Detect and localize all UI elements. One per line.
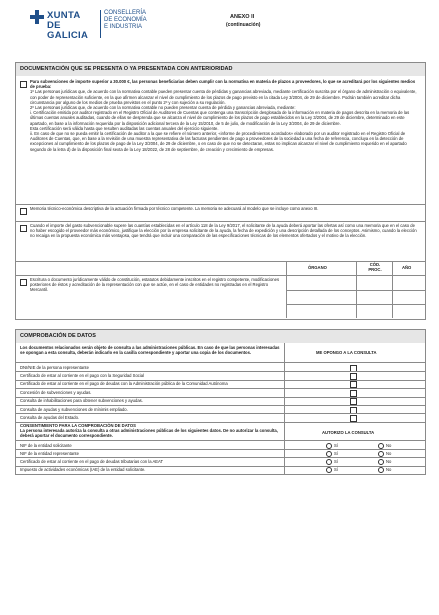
checkbox-memoria[interactable] bbox=[20, 208, 27, 215]
conselleria-line2: DE ECONOMÍA bbox=[104, 17, 147, 23]
ano-input[interactable] bbox=[393, 276, 423, 289]
checkbox-plazos[interactable] bbox=[20, 81, 27, 88]
item-plazos-b: 1º Las personas jurídicas que, de acuerdo con la normativa contable pueden presentar cuenta de pérdidas y ganancias abreviada, mediante certificación suscrita por el órgano de administración o equivalente, con poder de representación suficiente, en la que afirmen alcanzar el nivel de cumplimiento de los plazos de pago previsto en la citada Ley 3/2004, de 29 de diciembre. Podrán también acreditar dicha circunstancia por alguno de los medios de prueba previstos en el punto 2º y con sujeción a su regulación. bbox=[30, 89, 417, 105]
radio-icon[interactable] bbox=[326, 443, 332, 449]
divider bbox=[16, 362, 425, 363]
divider bbox=[16, 388, 425, 389]
conselleria-line3: E INDUSTRIA bbox=[104, 24, 143, 30]
divider bbox=[16, 457, 425, 458]
item-escritura: Escritura o documento jurídicamente válido de constitución, estatutos debidamente inscritos en el registro competente, modificaciones posteriores de éstos y acreditación de la representación con que se actúe, en el caso de entidades no registradas en el Registro Mercantil. bbox=[30, 277, 280, 293]
authorize-yes-option[interactable] bbox=[326, 467, 338, 473]
divider bbox=[16, 413, 425, 414]
no-label: No bbox=[386, 450, 392, 456]
authorize-yes-option[interactable] bbox=[326, 443, 338, 449]
consent-row-label: NIF de la entidad representante bbox=[20, 450, 79, 456]
yes-label: Sí bbox=[334, 467, 338, 473]
documentation-section bbox=[15, 62, 426, 320]
divider bbox=[286, 290, 425, 291]
item-plazos-a: Para subvenciones de importe superior a 30.000 €, las personas beneficiarias deben cumplir con la normativa en materia de plazos a proveedores, lo que se acreditará por los siguientes medios de prueba: bbox=[30, 79, 416, 90]
divider bbox=[284, 343, 285, 422]
item-plazos-f: ii. En caso de que no se pueda emitir la certificación de auditor a la que se refiere el número anterior, «informe de procedimientos acordados» elaborado por un auditor registrado en el Registro Oficial de Auditores de Cuentas, que, en base a la revisión de una muestra representativa de las facturas pendientes de pago a proveedores de la sociedad a una fecha de referencia, concluya en la detección de excepciones al cumplimiento de los plazos de pago de la Ley 3/2004, de 29 de diciembre, o en caso de que no se detectaran, estas no implican alcanzar el nivel de cumplimiento requerido en el apartado segundo de la letra d) de la disposición final sexta de la Ley 18/2022, de 28 de septiembre, de creación y crecimiento de empresas. bbox=[30, 131, 407, 152]
checkbox-ofertas[interactable] bbox=[20, 225, 27, 232]
item-plazos bbox=[30, 79, 418, 152]
divider bbox=[16, 204, 425, 205]
col-cod-proc: CÓD. PROC. bbox=[368, 262, 382, 273]
checkbox-escritura[interactable] bbox=[20, 279, 27, 286]
radio-icon[interactable] bbox=[378, 443, 384, 449]
item-plazos-e: Esta certificación será válida hasta que resulten auditadas las cuentas anuales del ejercicio siguiente. bbox=[30, 125, 219, 131]
consent-row-label: Certificado de estar al corriente en el pago de deudas tributarias con la AEAT bbox=[20, 458, 164, 464]
divider bbox=[16, 440, 425, 441]
divider bbox=[16, 397, 425, 398]
oppose-row-label: Consulta de ayudas y subvenciones de mínimis empliado. bbox=[20, 406, 128, 412]
data-check-intro: Los documentos relacionados serán objeto de consulta a las administraciones públicas. En caso de que las personas interesadas se opongan a esta consulta, deberán indicarlo en la casilla correspondiente y aportar una copia de los documentos. bbox=[20, 345, 280, 356]
divider bbox=[286, 304, 425, 305]
authorize-no-option[interactable] bbox=[378, 443, 391, 449]
cod-proc-input[interactable] bbox=[357, 276, 391, 289]
radio-icon[interactable] bbox=[378, 459, 384, 465]
anexo-continuation: (continuación) bbox=[226, 22, 261, 28]
header-separator bbox=[100, 10, 101, 38]
divider bbox=[16, 405, 425, 406]
divider bbox=[284, 422, 285, 474]
col-organo: ÓRGANO bbox=[308, 265, 327, 270]
radio-icon[interactable] bbox=[326, 467, 332, 473]
divider bbox=[16, 422, 425, 423]
authorize-no-option[interactable] bbox=[378, 459, 391, 465]
divider bbox=[16, 380, 425, 381]
yes-label: Sí bbox=[334, 459, 338, 464]
item-plazos-d: i. Certificación emitida por auditor registrado en el Registro Oficial de Auditores de Cuentas que contenga una transcripción desglosada de la información en materia de pagos descrita en la memoria de las últimas cuentas anuales auditadas, cuando de ellas se desprenda que se alcanza el nivel de cumplimiento de los plazos de pago establecidos en la Ley 3/2004, de 29 de diciembre, determinado en este apartado, en base a la información requerida por la disposición adicional tercera de la Ley 15/2010, de 5 de julio, de modificación de la Ley 3/2004, de 29 de diciembre. bbox=[30, 110, 410, 126]
item-plazos-c: 2º Las personas jurídicas que, de acuerdo con la normativa contable no pueden presentar cuenta de pérdida y ganancias abreviada, mediante: bbox=[30, 105, 296, 111]
radio-icon[interactable] bbox=[326, 459, 332, 465]
radio-icon[interactable] bbox=[326, 451, 332, 457]
oppose-row-label: Consulta de inhabilitaciones para obtener subvenciones y ayudas. bbox=[20, 398, 143, 404]
divider bbox=[16, 449, 425, 450]
radio-icon[interactable] bbox=[378, 467, 384, 473]
logo-line2: DE GALICIA bbox=[47, 20, 89, 41]
divider bbox=[16, 466, 425, 467]
logo-text bbox=[47, 11, 96, 41]
authorize-yes-option[interactable] bbox=[326, 459, 338, 465]
oppose-row-label: Concesión de subvenciones y ayudas. bbox=[20, 389, 92, 395]
authorize-no-option[interactable] bbox=[378, 467, 391, 473]
divider bbox=[16, 221, 425, 222]
logo-line1: XUNTA bbox=[47, 10, 81, 21]
consent-row-label: NIF de la entidad solicitante bbox=[20, 442, 72, 448]
conselleria-line1: CONSELLERÍA bbox=[104, 10, 147, 16]
xunta-logo bbox=[30, 10, 96, 46]
section-title: DOCUMENTACIÓN QUE SE PRESENTA O YA PRESENTADA CON ANTERIORIDAD bbox=[16, 63, 425, 76]
item-ofertas: Cuando el importe del gasto subvencionable supere las cuantías establecidas en el artículo 118 de la Ley 9/2017, el solicitante de la ayuda deberá aportar las ofertas así como una memoria que en el caso de no haber escogido el proveedor más económico, justifique la elección por la empresa solicitante de la ayuda, la fecha de expedición y una descripción detallada de los conceptos. Asimismo, cuando la elección no recaiga en la propuesta económica más ventajosa, que tendrá que incluir una comparación de las especificaciones técnicas de los elementos ofertados y el motivo de la elección. bbox=[30, 223, 417, 239]
oppose-row-label: Certificado de estar al corriente en el pago con la Seguridad Social bbox=[20, 372, 145, 378]
col-ano: AÑO bbox=[402, 265, 412, 270]
item-memoria: Memoria técnico-económica descriptiva de la actuación firmada por técnico competente. La memoria se adecuará al modelo que se incluye como anexo III. bbox=[30, 206, 319, 211]
consent-title: CONSENTIMIENTO PARA LA COMPROBACIÓN DE DATOS bbox=[20, 423, 136, 428]
no-label: No bbox=[386, 459, 392, 464]
divider bbox=[16, 371, 425, 372]
organo-input[interactable] bbox=[287, 276, 355, 289]
col-oppose: ME OPONGO A LA CONSULTA bbox=[316, 350, 377, 355]
consent-text: La persona interesada autoriza la consulta a otras administraciones públicas de los siguientes datos. De no autorizar la consulta, deberá aportar el documento correspondiente. bbox=[20, 428, 278, 439]
anexo-title: ANEXO II bbox=[230, 14, 255, 20]
consent-row-label: Impuesto de actividades económicas (IAE) de la entidad solicitante. bbox=[20, 467, 146, 473]
oppose-row-label: DNI/NIE de la persona representante bbox=[20, 364, 89, 370]
section-title: COMPROBACIÓN DE DATOS bbox=[16, 330, 425, 343]
data-check-section bbox=[15, 329, 426, 475]
oppose-row-label: Consulta de ayudas del Estado. bbox=[20, 414, 80, 420]
radio-icon[interactable] bbox=[378, 451, 384, 457]
authorize-no-option[interactable] bbox=[378, 451, 391, 457]
no-label: No bbox=[386, 467, 392, 473]
oppose-row-label: Certificado de estar al corriente en el pago de deudas con la Administración pública de la Comunidad Autónoma bbox=[20, 381, 228, 387]
authorize-yes-option[interactable] bbox=[326, 451, 338, 457]
col-authorize: AUTORIZO LA CONSULTA bbox=[322, 430, 375, 435]
no-label: No bbox=[386, 442, 392, 448]
conselleria-name bbox=[104, 10, 174, 31]
xunta-cross-icon bbox=[30, 10, 44, 24]
yes-label: Sí bbox=[334, 442, 338, 448]
yes-label: Sí bbox=[334, 450, 338, 456]
